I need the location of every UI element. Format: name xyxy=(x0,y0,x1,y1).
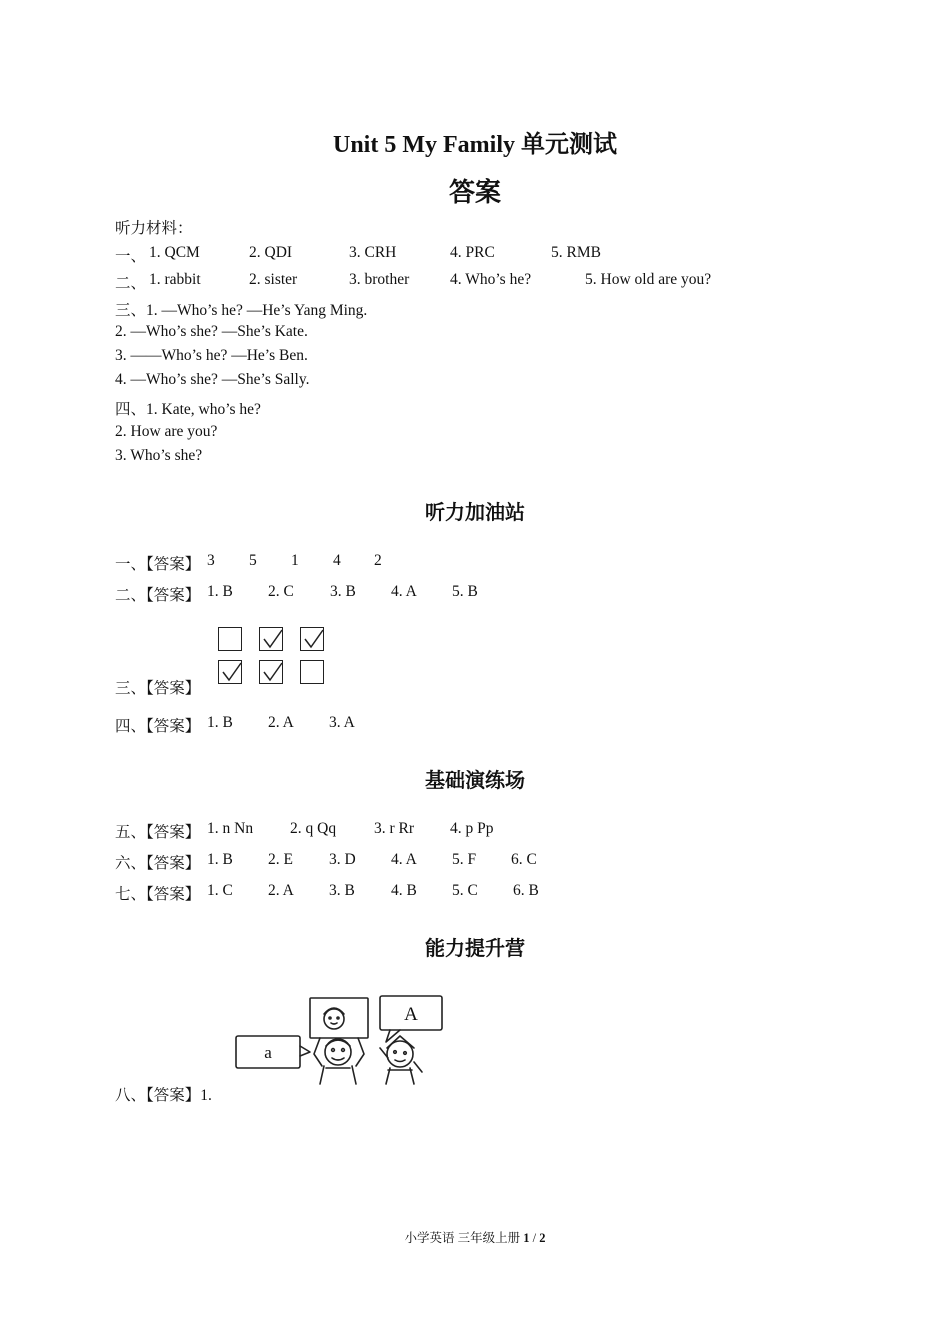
answer-item: 4. B xyxy=(391,882,417,899)
document-title: Unit 5 My Family 单元测试 xyxy=(333,132,617,158)
answer-item: 3. brother xyxy=(349,271,410,288)
answer-item: 5. How old are you? xyxy=(585,271,712,288)
answer-item: 6. B xyxy=(513,882,539,899)
answer-item: 1. B xyxy=(207,851,233,868)
answer-item: 5. F xyxy=(452,851,477,868)
answer-item: 4. A xyxy=(391,583,417,600)
footer-page: 1 xyxy=(523,1231,530,1245)
answer-item: 2. sister xyxy=(249,271,298,288)
answer-row-3-label: 三、【答案】 xyxy=(115,680,201,697)
answer-item: 1. rabbit xyxy=(149,271,201,288)
answer-item: 4. Who’s he? xyxy=(450,271,532,288)
check-mark-icon xyxy=(260,628,284,652)
row-prefix: 四、【答案】 xyxy=(115,718,201,735)
answer-item: 3. r Rr xyxy=(374,820,415,837)
family-illustration xyxy=(230,992,450,1092)
row-prefix: 七、【答案】 xyxy=(115,886,201,903)
bubble-left-label: a xyxy=(264,1043,272,1062)
answer-item: 4 xyxy=(333,552,341,569)
checkbox-checked xyxy=(259,660,283,684)
answer-item: 2. QDI xyxy=(249,244,293,261)
answer-item: 5 xyxy=(249,552,257,569)
answer-item: 2. E xyxy=(268,851,293,868)
listening-row-7: 四、1. Kate, who’s he? xyxy=(115,401,261,418)
checkbox-empty xyxy=(300,660,324,684)
row-prefix: 一、 xyxy=(115,248,147,265)
section-heading-basics: 基础演练场 xyxy=(425,770,525,792)
listening-row-4: 2. —Who’s she? —She’s Kate. xyxy=(115,323,308,340)
answer-item: 1. C xyxy=(207,882,233,899)
section-heading-advanced: 能力提升营 xyxy=(425,938,525,960)
listening-row-8: 2. How are you? xyxy=(115,423,218,440)
answer-item: 5. B xyxy=(452,583,478,600)
answer-item: 4. p Pp xyxy=(450,820,494,837)
listening-row-6: 4. —Who’s she? —She’s Sally. xyxy=(115,371,310,388)
checkbox-checked xyxy=(259,627,283,651)
answer-item: 3. B xyxy=(329,882,355,899)
answer-item: 3. B xyxy=(330,583,356,600)
answer-item: 3. D xyxy=(329,851,356,868)
document-subtitle: 答案 xyxy=(448,178,501,207)
answer-item: 5. C xyxy=(452,882,478,899)
answer-item: 1 xyxy=(291,552,299,569)
checkbox-checked xyxy=(218,660,242,684)
answer-item: 6. C xyxy=(511,851,537,868)
answer-item: 2. A xyxy=(268,714,294,731)
answer-item: 2 xyxy=(374,552,382,569)
answer-item: 2. A xyxy=(268,882,294,899)
listening-row-3: 三、1. —Who’s he? —He’s Yang Ming. xyxy=(115,302,368,319)
answer-item: 1. n Nn xyxy=(207,820,254,837)
row-prefix: 六、【答案】 xyxy=(115,855,201,872)
listening-header: 听力材料： xyxy=(115,220,193,237)
answer-item: 4. A xyxy=(391,851,417,868)
bubble-right-label: A xyxy=(404,1004,418,1025)
check-mark-icon xyxy=(260,661,284,685)
page-footer xyxy=(0,1228,950,1246)
answer-item: 1. QCM xyxy=(149,244,200,261)
row-prefix: 一、【答案】 xyxy=(115,556,201,573)
footer-text: 小学英语 三年级上册 xyxy=(404,1231,521,1245)
answer-item: 1. B xyxy=(207,583,233,600)
answer-item: 5. RMB xyxy=(551,244,601,261)
check-mark-icon xyxy=(301,628,325,652)
answer-item: 3 xyxy=(207,552,215,569)
section-heading-listening: 听力加油站 xyxy=(425,502,525,524)
row-prefix: 二、 xyxy=(115,275,147,292)
listening-row-9: 3. Who’s she? xyxy=(115,447,203,464)
checkbox-checked xyxy=(300,627,324,651)
row-prefix: 二、【答案】 xyxy=(115,587,201,604)
answer-item: 4. PRC xyxy=(450,244,495,261)
listening-row-5: 3. ——Who’s he? —He’s Ben. xyxy=(115,347,308,364)
answer-row-8: 八、【答案】1. xyxy=(115,1087,212,1104)
answer-item: 1. B xyxy=(207,714,233,731)
answer-item: 2. C xyxy=(268,583,294,600)
footer-sep: / xyxy=(532,1231,537,1245)
answer-item: 3. A xyxy=(329,714,355,731)
checkbox-empty xyxy=(218,627,242,651)
check-mark-icon xyxy=(219,661,243,685)
footer-total: 2 xyxy=(539,1231,546,1245)
row-prefix: 五、【答案】 xyxy=(115,824,201,841)
answer-item: 2. q Qq xyxy=(290,820,337,837)
answer-item: 3. CRH xyxy=(349,244,397,261)
